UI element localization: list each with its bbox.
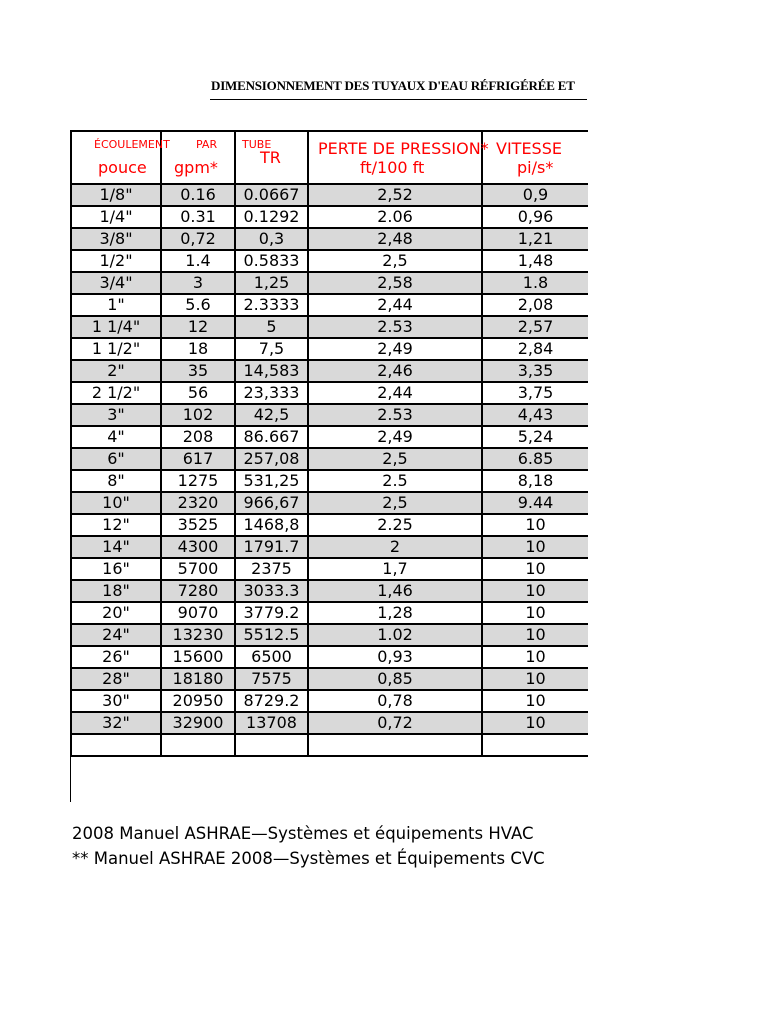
flow-gpm-cell: 102	[161, 404, 235, 426]
pipe-size-cell: 24"	[71, 624, 161, 646]
table-row	[71, 294, 588, 316]
tonnage-cell: 1468,8	[235, 514, 308, 536]
footnote-2: ** Manuel ASHRAE 2008—Systèmes et Équipements CVC	[72, 849, 545, 868]
header-cell-velocity	[482, 131, 588, 184]
velocity-cell: 9.44	[482, 492, 588, 514]
velocity-cell: 1.8	[482, 272, 588, 294]
flow-gpm-cell: 3	[161, 272, 235, 294]
pipe-size-cell: 20"	[71, 602, 161, 624]
flow-gpm-cell: 5700	[161, 558, 235, 580]
empty-cell	[71, 734, 161, 756]
header-per-label: PAR	[196, 138, 218, 151]
header-pressure-unit: ft/100 ft	[360, 158, 425, 177]
header-size-unit: pouce	[98, 158, 147, 177]
velocity-cell: 1,48	[482, 250, 588, 272]
pipe-size-cell: 3/8"	[71, 228, 161, 250]
velocity-cell: 10	[482, 558, 588, 580]
velocity-cell: 3,35	[482, 360, 588, 382]
flow-gpm-cell: 0.16	[161, 184, 235, 206]
table-row	[71, 316, 588, 338]
table-row	[71, 338, 588, 360]
velocity-cell: 10	[482, 514, 588, 536]
header-cell-pressure	[308, 131, 489, 184]
pipe-size-cell: 3"	[71, 404, 161, 426]
velocity-cell: 0,96	[482, 206, 588, 228]
table-row	[71, 536, 588, 558]
velocity-cell: 10	[482, 536, 588, 558]
flow-gpm-cell: 208	[161, 426, 235, 448]
velocity-cell: 2,08	[482, 294, 588, 316]
table-empty-row	[71, 734, 588, 756]
tonnage-cell: 23,333	[235, 382, 308, 404]
pressure-loss-cell: 2,49	[308, 338, 482, 360]
tonnage-cell: 0,3	[235, 228, 308, 250]
pipe-size-cell: 2"	[71, 360, 161, 382]
header-tr-unit: TR	[260, 148, 281, 167]
tonnage-cell: 14,583	[235, 360, 308, 382]
velocity-cell: 10	[482, 602, 588, 624]
pipe-size-cell: 14"	[71, 536, 161, 558]
pressure-loss-cell: 0,72	[308, 712, 482, 734]
tonnage-cell: 86.667	[235, 426, 308, 448]
pressure-loss-cell: 2,44	[308, 294, 482, 316]
velocity-cell: 10	[482, 580, 588, 602]
table-row	[71, 382, 588, 404]
pipe-size-cell: 1"	[71, 294, 161, 316]
velocity-cell: 10	[482, 624, 588, 646]
velocity-cell: 6.85	[482, 448, 588, 470]
pressure-loss-cell: 1,7	[308, 558, 482, 580]
velocity-cell: 0,9	[482, 184, 588, 206]
pressure-loss-cell: 1,46	[308, 580, 482, 602]
pipe-size-cell: 8"	[71, 470, 161, 492]
flow-gpm-cell: 5.6	[161, 294, 235, 316]
document-title: DIMENSIONNEMENT DES TUYAUX D'EAU RÉFRIGÉRÉE ET	[211, 78, 575, 93]
tonnage-cell: 2.3333	[235, 294, 308, 316]
table-row	[71, 206, 588, 228]
table-row	[71, 250, 588, 272]
flow-gpm-cell: 0.31	[161, 206, 235, 228]
tonnage-cell: 531,25	[235, 470, 308, 492]
pressure-loss-cell: 1.02	[308, 624, 482, 646]
velocity-cell: 5,24	[482, 426, 588, 448]
pipe-sizing-table	[70, 130, 588, 757]
tonnage-cell: 1,25	[235, 272, 308, 294]
tonnage-cell: 8729.2	[235, 690, 308, 712]
pressure-loss-cell: 2,49	[308, 426, 482, 448]
table-row	[71, 602, 588, 624]
pressure-loss-cell: 0,85	[308, 668, 482, 690]
title-underline	[210, 99, 587, 100]
empty-cell	[235, 734, 308, 756]
flow-gpm-cell: 4300	[161, 536, 235, 558]
pressure-loss-cell: 2.53	[308, 316, 482, 338]
empty-cell	[482, 734, 588, 756]
header-cell-flow	[71, 131, 170, 184]
pressure-loss-cell: 1,28	[308, 602, 482, 624]
pressure-loss-cell: 2,46	[308, 360, 482, 382]
pipe-size-cell: 30"	[71, 690, 161, 712]
table-left-rule	[70, 130, 71, 802]
flow-gpm-cell: 15600	[161, 646, 235, 668]
tonnage-cell: 0.0667	[235, 184, 308, 206]
flow-gpm-cell: 13230	[161, 624, 235, 646]
footnote-1: 2008 Manuel ASHRAE—Systèmes et équipements HVAC	[72, 824, 534, 843]
tonnage-cell: 966,67	[235, 492, 308, 514]
pressure-loss-cell: 2,5	[308, 492, 482, 514]
flow-gpm-cell: 2320	[161, 492, 235, 514]
pipe-size-cell: 1/8"	[71, 184, 161, 206]
pipe-size-cell: 16"	[71, 558, 161, 580]
tonnage-cell: 7,5	[235, 338, 308, 360]
header-tube-label: TUBE	[242, 138, 272, 151]
velocity-cell: 10	[482, 668, 588, 690]
tonnage-cell: 0.1292	[235, 206, 308, 228]
flow-gpm-cell: 12	[161, 316, 235, 338]
table-row	[71, 184, 588, 206]
pressure-loss-cell: 0,93	[308, 646, 482, 668]
pressure-loss-cell: 2.06	[308, 206, 482, 228]
flow-gpm-cell: 20950	[161, 690, 235, 712]
pipe-size-cell: 6"	[71, 448, 161, 470]
table-row	[71, 558, 588, 580]
tonnage-cell: 1791.7	[235, 536, 308, 558]
pipe-size-cell: 10"	[71, 492, 161, 514]
table-row	[71, 448, 588, 470]
flow-gpm-cell: 35	[161, 360, 235, 382]
table-row	[71, 624, 588, 646]
pressure-loss-cell: 2.5	[308, 470, 482, 492]
pressure-loss-cell: 0,78	[308, 690, 482, 712]
tonnage-cell: 13708	[235, 712, 308, 734]
velocity-cell: 2,57	[482, 316, 588, 338]
flow-gpm-cell: 617	[161, 448, 235, 470]
pipe-size-cell: 32"	[71, 712, 161, 734]
pressure-loss-cell: 2.53	[308, 404, 482, 426]
pressure-loss-cell: 2,58	[308, 272, 482, 294]
velocity-cell: 1,21	[482, 228, 588, 250]
pipe-size-cell: 1 1/4"	[71, 316, 161, 338]
table-row	[71, 426, 588, 448]
pressure-loss-cell: 2,44	[308, 382, 482, 404]
flow-gpm-cell: 9070	[161, 602, 235, 624]
pipe-size-cell: 4"	[71, 426, 161, 448]
pipe-size-cell: 1/4"	[71, 206, 161, 228]
table-row	[71, 360, 588, 382]
tonnage-cell: 6500	[235, 646, 308, 668]
velocity-cell: 2,84	[482, 338, 588, 360]
pressure-loss-cell: 2,52	[308, 184, 482, 206]
header-flow-label: ÉCOULEMENT	[94, 138, 170, 151]
pipe-size-cell: 1 1/2"	[71, 338, 161, 360]
table-row	[71, 514, 588, 536]
pipe-size-cell: 1/2"	[71, 250, 161, 272]
tonnage-cell: 0.5833	[235, 250, 308, 272]
flow-gpm-cell: 7280	[161, 580, 235, 602]
table-row	[71, 470, 588, 492]
flow-gpm-cell: 18180	[161, 668, 235, 690]
pressure-loss-cell: 2,5	[308, 250, 482, 272]
table-row	[71, 712, 588, 734]
header-velocity-unit: pi/s*	[517, 158, 554, 177]
tonnage-cell: 3033.3	[235, 580, 308, 602]
header-cell-gpm	[161, 131, 235, 184]
pressure-loss-cell: 2,48	[308, 228, 482, 250]
empty-cell	[161, 734, 235, 756]
tonnage-cell: 42,5	[235, 404, 308, 426]
flow-gpm-cell: 3525	[161, 514, 235, 536]
table-row	[71, 404, 588, 426]
flow-gpm-cell: 1275	[161, 470, 235, 492]
velocity-cell: 8,18	[482, 470, 588, 492]
velocity-cell: 3,75	[482, 382, 588, 404]
pipe-size-cell: 18"	[71, 580, 161, 602]
tonnage-cell: 257,08	[235, 448, 308, 470]
header-velocity-label: VITESSE	[496, 139, 562, 158]
tonnage-cell: 2375	[235, 558, 308, 580]
table-row	[71, 272, 588, 294]
pipe-size-cell: 2 1/2"	[71, 382, 161, 404]
velocity-cell: 10	[482, 646, 588, 668]
header-cell-tr	[235, 131, 308, 184]
pressure-loss-cell: 2,5	[308, 448, 482, 470]
velocity-cell: 4,43	[482, 404, 588, 426]
pipe-size-cell: 3/4"	[71, 272, 161, 294]
tonnage-cell: 7575	[235, 668, 308, 690]
pipe-size-cell: 12"	[71, 514, 161, 536]
flow-gpm-cell: 32900	[161, 712, 235, 734]
table-row	[71, 228, 588, 250]
table-row	[71, 668, 588, 690]
tonnage-cell: 5512.5	[235, 624, 308, 646]
tonnage-cell: 3779.2	[235, 602, 308, 624]
table-row	[71, 492, 588, 514]
flow-gpm-cell: 1.4	[161, 250, 235, 272]
table-row	[71, 690, 588, 712]
flow-gpm-cell: 56	[161, 382, 235, 404]
table-header-row	[71, 131, 588, 184]
pressure-loss-cell: 2	[308, 536, 482, 558]
velocity-cell: 10	[482, 690, 588, 712]
velocity-cell: 10	[482, 712, 588, 734]
flow-gpm-cell: 18	[161, 338, 235, 360]
tonnage-cell: 5	[235, 316, 308, 338]
pressure-loss-cell: 2.25	[308, 514, 482, 536]
table-row	[71, 646, 588, 668]
empty-cell	[308, 734, 482, 756]
flow-gpm-cell: 0,72	[161, 228, 235, 250]
pipe-size-cell: 26"	[71, 646, 161, 668]
table-row	[71, 580, 588, 602]
pipe-size-cell: 28"	[71, 668, 161, 690]
header-pressure-label: PERTE DE PRESSION*	[318, 139, 489, 158]
header-gpm-unit: gpm*	[174, 158, 218, 177]
